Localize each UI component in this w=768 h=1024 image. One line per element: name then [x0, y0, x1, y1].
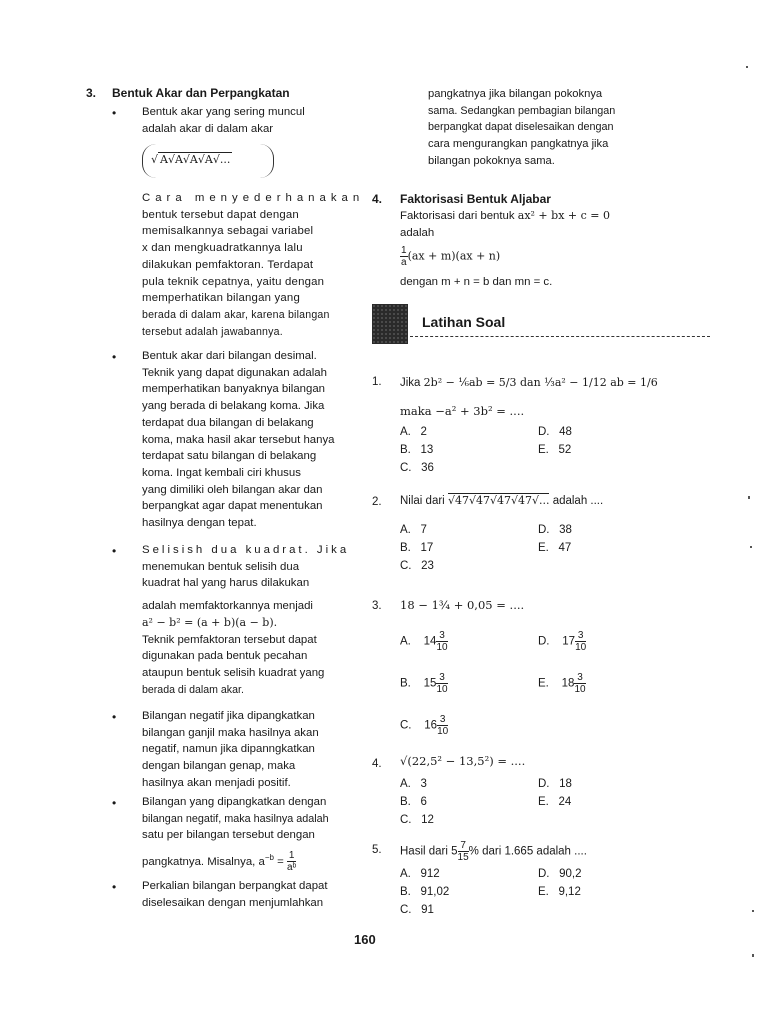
scan-speck [748, 496, 750, 499]
text-line: satu per bilangan tersebut dengan [142, 829, 315, 842]
section-title: Bentuk Akar dan Perpangkatan [112, 86, 290, 100]
text-line: berada di dalam akar. [142, 683, 244, 696]
text-line: x dan mengkuadratkannya lalu [142, 242, 303, 255]
option: E. 18 $\frac{3}{10}$ [538, 672, 586, 695]
text-line: Bentuk akar dari bilangan desimal. [142, 350, 317, 362]
bullet: • [112, 544, 117, 558]
fraction: $\frac{1}{\text{aᵇ}}$ [286, 850, 297, 874]
text-line: pula teknik cepatnya, yaitu dengan [142, 275, 325, 288]
bullet-text [142, 708, 410, 792]
option: D. 17 $\frac{3}{10}$ [538, 630, 587, 653]
text-line: koma. Ingat kembali ciri khusus [142, 466, 301, 479]
text-line: negatif, namun jika dipanngkatkan [142, 743, 315, 756]
text-line: bilangan pokoknya sama. [428, 154, 555, 167]
text-line: adalah memfaktorkannya menjadi [142, 600, 313, 613]
text-line: menemukan bentuk selisih dua [142, 560, 300, 573]
option: A. 3 [400, 778, 427, 790]
question-number: 2. [372, 496, 382, 508]
option: B. 17 [400, 542, 434, 554]
text-line: Bentuk akar yang sering muncul [142, 106, 305, 118]
text-line: dengan bilangan genap, maka [142, 760, 296, 773]
text-line: bilangan ganjil maka hasilnya akan [142, 726, 319, 739]
text-line: Cara menyederhanakan [142, 192, 365, 204]
paragraph [400, 208, 670, 291]
text-line: digunakan pada bentuk pecahan [142, 650, 308, 663]
text-line: terdapat satu bilangan di belakang [142, 450, 317, 463]
text-line: sama. Sedangkan pembagian bilangan [428, 104, 616, 117]
text-line: dilakukan pemfaktoran. Terdapat [142, 258, 314, 271]
text-line: pangkatnya. Misalnya, $a^{-b}$ = $\frac{1}{\text{aᵇ}}$ [142, 850, 297, 874]
text-line: kuadrat hal yang harus dilakukan [142, 577, 310, 590]
text-line: pangkatnya jika bilangan pokoknya [428, 88, 603, 100]
option: D. 38 [538, 524, 572, 536]
latihan-title: Latihan Soal [422, 314, 506, 330]
question-number: 1. [372, 376, 382, 388]
text-line: dengan m + n = b dan mn = c. [400, 276, 553, 289]
bullet-text [142, 104, 410, 137]
option: C. 16 $\frac{3}{10}$ [400, 714, 449, 737]
page-number: 160 [354, 932, 376, 947]
text-line: Perkalian bilangan berpangkat dapat [142, 880, 328, 892]
question-text: Nilai dari √47√47√47√47√... adalah .... [400, 494, 604, 507]
text-line: berpangkat agar dapat menentukan [142, 500, 323, 513]
question-text: √(22,5² − 13,5²) = .... [400, 754, 526, 768]
bullet: • [112, 710, 117, 724]
question-number: 5. [372, 844, 382, 856]
text-line: Teknik pemfaktoran tersebut dapat [142, 633, 317, 646]
text-line: koma, maka hasil akar tersebut hanya [142, 433, 335, 446]
scan-speck [750, 546, 752, 548]
option: D. 48 [538, 426, 572, 438]
question-text: 18 − 1¾ + 0,05 = .... [400, 598, 525, 612]
section-header-icon [372, 304, 408, 344]
text-line: memperhatikan bilangan yang [142, 292, 301, 305]
option: A. 912 [400, 868, 440, 880]
option: B. 13 [400, 444, 434, 456]
text-line: bentuk tersebut dapat dengan [142, 208, 299, 221]
text-line: berpangkat dapat diselesaikan dengan [428, 121, 614, 134]
text-line: memperhatikan banyaknya bilangan [142, 383, 326, 396]
bullet-text [142, 542, 410, 698]
bullet: • [112, 880, 117, 894]
text-line: Bilangan yang dipangkatkan dengan [142, 796, 327, 808]
text-line: memisalkannya sebagai variabel [142, 225, 314, 238]
question-text: maka −a² + 3b² = .... [400, 404, 525, 418]
text-line: diselesaikan dengan menjumlahkan [142, 896, 324, 909]
nested-root-box [142, 144, 274, 178]
bullet-text [142, 348, 410, 532]
option: D. 18 [538, 778, 572, 790]
option: A. 2 [400, 426, 427, 438]
option: B. 6 [400, 796, 427, 808]
scan-speck [752, 954, 754, 957]
bullet-text [142, 878, 410, 911]
text-line: cara mengurangkan pangkatnya jika [428, 138, 609, 151]
bullet: • [112, 350, 117, 364]
text-line: adalah akar di dalam akar [142, 122, 274, 135]
text-line: terdapat dua bilangan di belakang [142, 416, 314, 429]
sqrt-symbol: √ [151, 153, 159, 166]
text-line: hasilnya dengan tepat. [142, 517, 257, 530]
option: D. 90,2 [538, 868, 582, 880]
text-line: Selisish dua kuadrat. Jika [142, 544, 350, 556]
question-text: Hasil dari 5 $\frac{7}{15}$ % dari 1.665 adalah .... [400, 840, 587, 863]
nested-root: A√A√A√A√... [160, 153, 231, 166]
option: E. 9,12 [538, 886, 581, 898]
bullet-text [142, 794, 410, 873]
section-number: 4. [372, 192, 383, 206]
text-line: Faktorisasi dari bentuk ax² + bx + c = 0 [400, 209, 610, 222]
formula: $\frac{1}{a}$ (ax + m)(ax + n) [401, 245, 501, 269]
bullet: • [112, 796, 117, 810]
text-line: adalah [400, 226, 435, 239]
text-line: yang dimiliki oleh bilangan akar dan [142, 483, 323, 496]
option: C. 36 [400, 462, 434, 474]
option: C. 23 [400, 560, 434, 572]
question-number: 3. [372, 600, 382, 612]
question-number: 4. [372, 758, 382, 770]
section-number: 3. [86, 86, 97, 100]
text-line: Teknik yang dapat digunakan adalah [142, 366, 327, 379]
option: B. 15 $\frac{3}{10}$ [400, 672, 448, 695]
text-line: yang berada di belakang koma. Jika [142, 400, 325, 413]
option: B. 91,02 [400, 886, 450, 898]
paragraph [142, 190, 410, 340]
option: A. 7 [400, 524, 427, 536]
section-title: Faktorisasi Bentuk Aljabar [400, 192, 551, 206]
bullet: • [112, 106, 117, 120]
scan-speck [752, 910, 754, 912]
option: C. 12 [400, 814, 434, 826]
option: E. 24 [538, 796, 572, 808]
text-line: hasilnya akan menjadi positif. [142, 776, 291, 789]
text-line: berada di dalam akar, karena bilangan [142, 308, 330, 321]
option: A. 14 $\frac{3}{10}$ [400, 630, 448, 653]
question-text: Jika 2b² − ⅙ab = 5/3 dan ⅓a² − 1/12 ab = 1/6 [400, 376, 658, 389]
option: C. 91 [400, 904, 434, 916]
paragraph [428, 86, 668, 170]
option: E. 52 [538, 444, 572, 456]
text-line: Bilangan negatif jika dipangkatkan [142, 710, 315, 722]
option: E. 47 [538, 542, 572, 554]
text-line: tersebut adalah jawabannya. [142, 325, 283, 338]
divider [410, 336, 710, 337]
scan-speck [746, 66, 748, 68]
text-line: bilangan negatif, maka hasilnya adalah [142, 812, 329, 825]
text-line: ataupun bentuk selisih kuadrat yang [142, 666, 325, 679]
formula: a² − b² = (a + b)(a − b). [142, 615, 278, 629]
